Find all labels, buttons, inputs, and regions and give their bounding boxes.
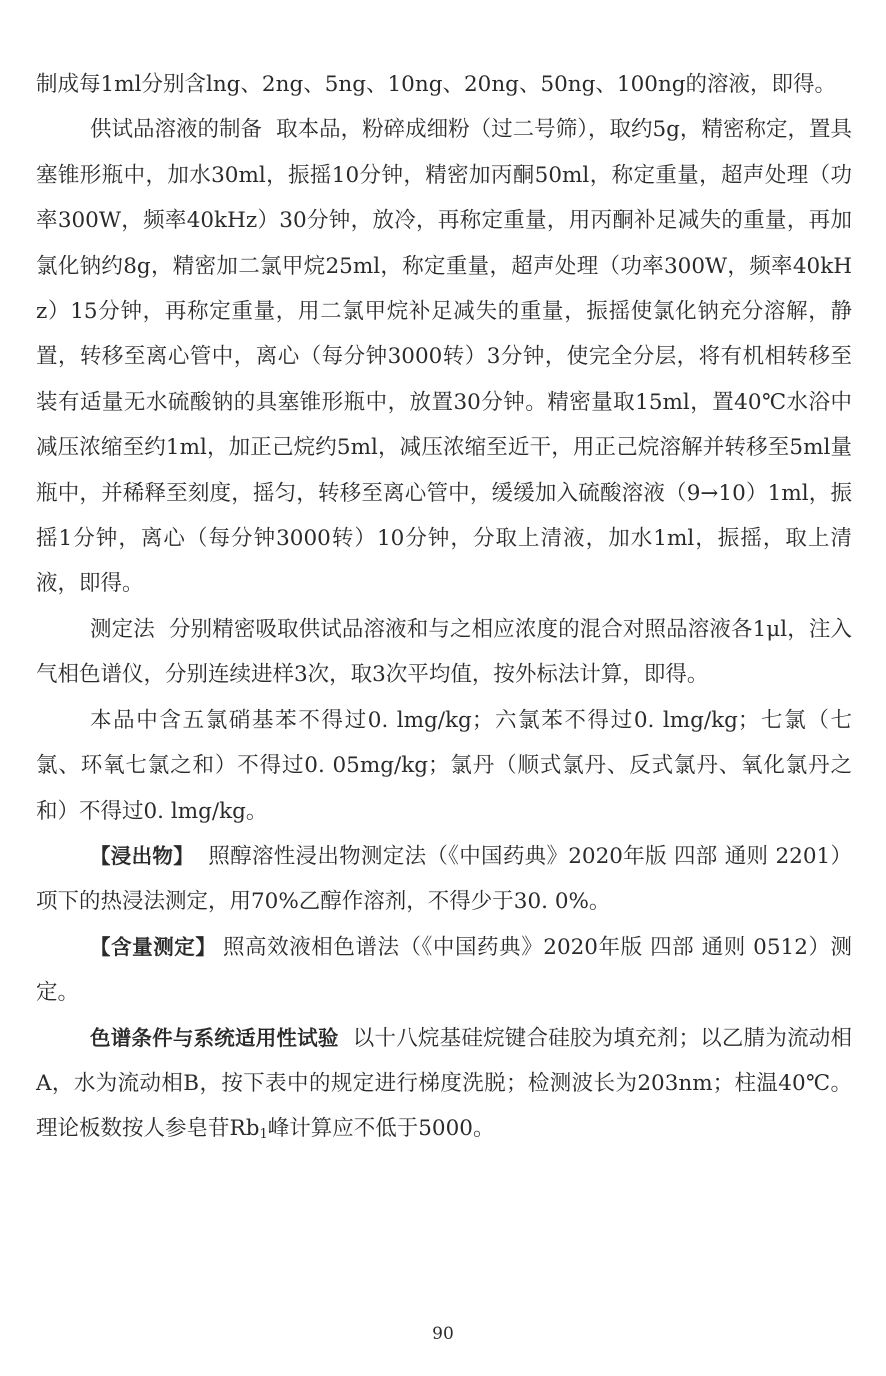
section-heading: 测定法 — [90, 616, 155, 642]
section-heading-extractives: 【浸出物】 — [90, 843, 195, 868]
page-number: 90 — [432, 1324, 454, 1344]
paragraph-test-solution-preparation — [36, 107, 852, 606]
section-heading: 供试品溶液的制备 — [90, 117, 263, 143]
section-heading-chromatography: 色谱条件与系统适用性试验 — [90, 1025, 339, 1050]
paragraph-text: 照醇溶性浸出物测定法（《中国药典》2020年版 四部 通则 2201）项下的热浸法测定，用70%乙醇作溶剂，不得少于30. 0%。 — [36, 843, 853, 915]
paragraph-text: 分别精密吸取供试品溶液和与之相应浓度的混合对照品溶液各1μl，注入气相色谱仪，分别连续进样3次，取3次平均值，按外标法计算，即得。 — [36, 616, 852, 688]
paragraph-extractives — [36, 834, 852, 925]
body-text — [36, 62, 852, 1152]
paragraph-text: 制成每1ml分别含lng、2ng、5ng、10ng、20ng、50ng、100ng的溶液，即得。 — [36, 72, 837, 97]
subscript: 1 — [259, 1127, 268, 1143]
paragraph-text: 取本品，粉碎成细粉（过二号筛），取约5g，精密称定，置具塞锥形瓶中，加水30ml，振摇10分钟，精密加丙酮50ml，称定重量，超声处理（功率300W，频率40kHz）30分钟，放冷，再称定重量，用丙酮补足减失的重量，再加氯化钠约8g，精密加二氯甲烷25ml，称定重量，超声处理（功率300W，频率40kHz）15分钟，再称定重量，用二氯甲烷补足减失的重量，振摇使氯化钠充分溶解，静置，转移至离心管中，离心（每分钟3000转）3分钟，使完全分层，将有机相转移至装有适量无水硫酸钠的具塞锥形瓶中，放置30分钟。精密量取15ml，置40℃水浴中减压浓缩至约1ml，加正己烷约5ml，减压浓缩至近干，用正己烷溶解并转移至5ml量瓶中，并稀释至刻度，摇匀，转移至离心管中，缓缓加入硫酸溶液（9→10）1ml，振摇1分钟，离心（每分钟3000转）10分钟，分取上清液，加水1ml，振摇，取上清液，即得。 — [36, 117, 852, 597]
paragraph-text: 照高效液相色谱法（《中国药典》2020年版 四部 通则 0512）测定。 — [36, 934, 853, 1006]
paragraph-standard-solution-end — [36, 62, 852, 107]
paragraph-chromatographic-conditions — [36, 1016, 852, 1152]
paragraph-assay — [36, 925, 852, 1016]
paragraph-text: 以十八烷基硅烷键合硅胶为填充剂；以乙腈为流动相A，水为流动相B，按下表中的规定进行梯度洗脱；检测波长为203nm；柱温40℃。理论板数按人参皂苷Rb — [36, 1025, 852, 1142]
section-heading-assay: 【含量测定】 — [90, 934, 217, 959]
paragraph-text-end: 峰计算应不低于5000。 — [267, 1116, 495, 1142]
paragraph-determination-method — [36, 607, 852, 698]
paragraph-limits — [36, 698, 852, 834]
paragraph-text: 本品中含五氯硝基苯不得过0. lmg/kg；六氯苯不得过0. lmg/kg；七氯（七氯、环氧七氯之和）不得过0. 05mg/kg；氯丹（顺式氯丹、反式氯丹、氧化氯丹之和）不得过0. lmg/kg。 — [36, 707, 852, 824]
